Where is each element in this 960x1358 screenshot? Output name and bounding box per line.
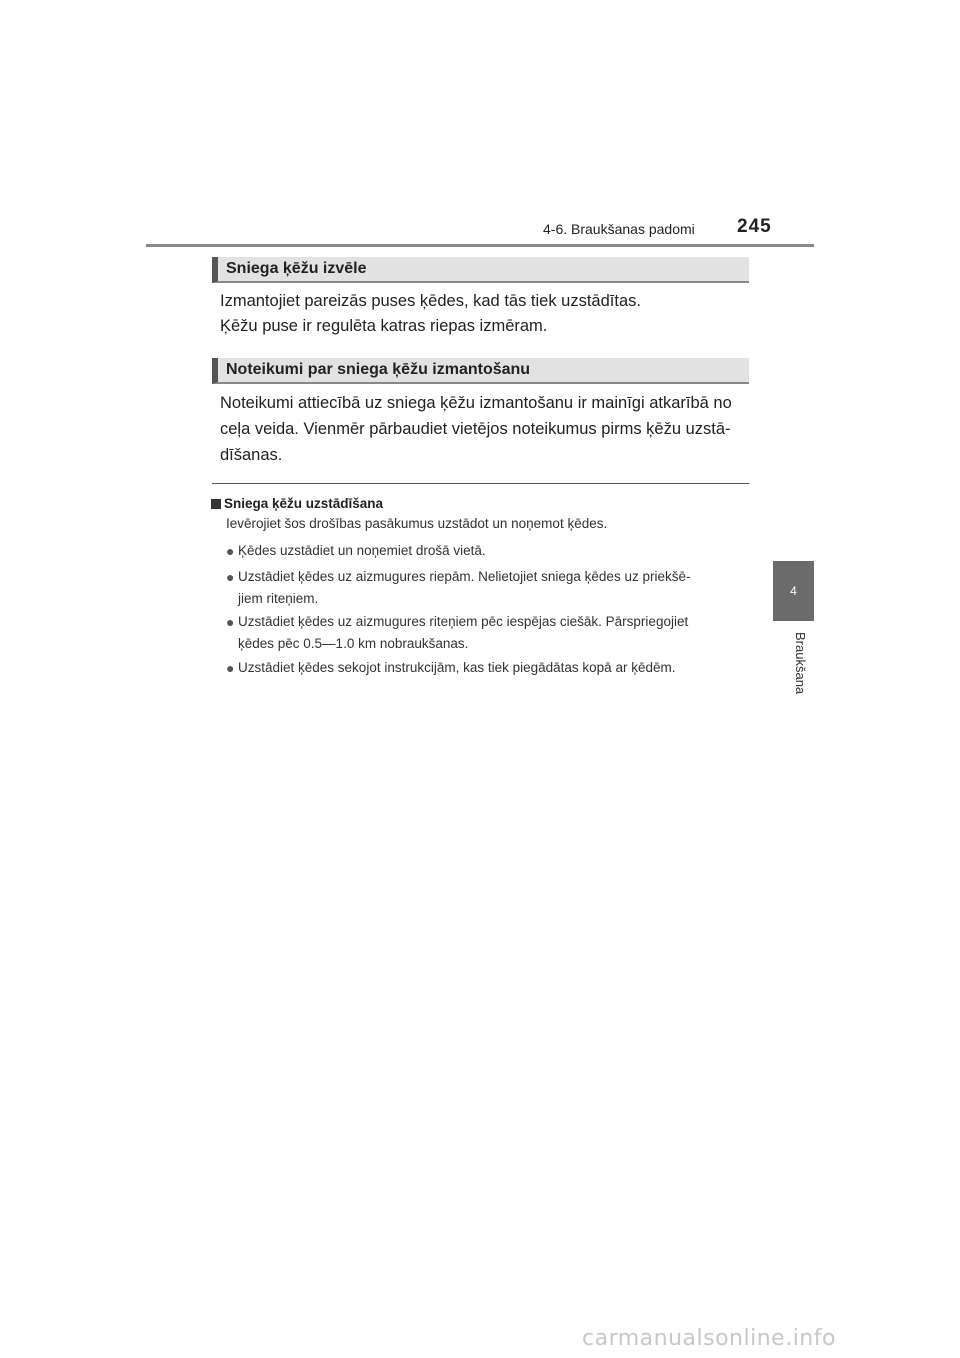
notes-intro: Ievērojiet šos drošības pasākumus uzstādot un noņemot ķēdes. (226, 516, 608, 531)
list-item-text-cont: ķēdes pēc 0.5—1.0 km nobraukšanas. (238, 636, 469, 651)
bullet-dot-icon: ● (226, 614, 235, 630)
section-body-chain-selection (220, 289, 750, 339)
list-item (226, 611, 752, 655)
bullet-dot-icon: ● (226, 543, 235, 559)
body-line: ceļa veida. Vienmēr pārbaudiet vietējos noteikumus pirms ķēžu uzstā- (220, 420, 731, 438)
list-item-text-cont: jiem riteņiem. (238, 591, 319, 606)
page-number: 245 (737, 216, 772, 237)
square-bullet-icon (211, 499, 221, 509)
chapter-side-label: Braukšana (793, 632, 808, 695)
notes-heading-text: Sniega ķēžu uzstādīšana (224, 496, 384, 511)
section-heading-chain-regulations: Noteikumi par sniega ķēžu izmantošanu (212, 358, 749, 384)
section-body-chain-regulations (220, 390, 750, 468)
watermark: carmanualsonline.info (582, 1326, 836, 1351)
chapter-tab: 4 (773, 561, 814, 621)
bullet-dot-icon: ● (226, 569, 235, 585)
list-item (226, 657, 752, 679)
header-divider (146, 244, 814, 247)
running-header-section: 4-6. Braukšanas padomi (543, 221, 695, 237)
bullet-dot-icon: ● (226, 660, 235, 676)
list-item-text: Uzstādiet ķēdes uz aizmugures riepām. Nelietojiet sniega ķēdes uz priekšē- (238, 569, 691, 584)
notes-heading (211, 496, 383, 511)
list-item-text: Ķēdes uzstādiet un noņemiet drošā vietā. (238, 543, 486, 558)
body-line: Noteikumi attiecībā uz sniega ķēžu izmantošanu ir mainīgi atkarībā no (220, 394, 732, 412)
list-item-text: Uzstādiet ķēdes sekojot instrukcijām, kas tiek piegādātas kopā ar ķēdēm. (238, 660, 676, 675)
section-heading-chain-selection: Sniega ķēžu izvēle (212, 257, 749, 283)
list-item (226, 540, 752, 562)
body-line: Ķēžu puse ir regulēta katras riepas izmēram. (220, 317, 548, 335)
list-item-text: Uzstādiet ķēdes uz aizmugures riteņiem pēc iespējas ciešāk. Pārspriegojiet (238, 614, 689, 629)
notes-divider (212, 483, 749, 484)
list-item (226, 566, 752, 610)
body-line: Izmantojiet pareizās puses ķēdes, kad tās tiek uzstādītas. (220, 292, 641, 310)
body-line: dīšanas. (220, 446, 283, 464)
